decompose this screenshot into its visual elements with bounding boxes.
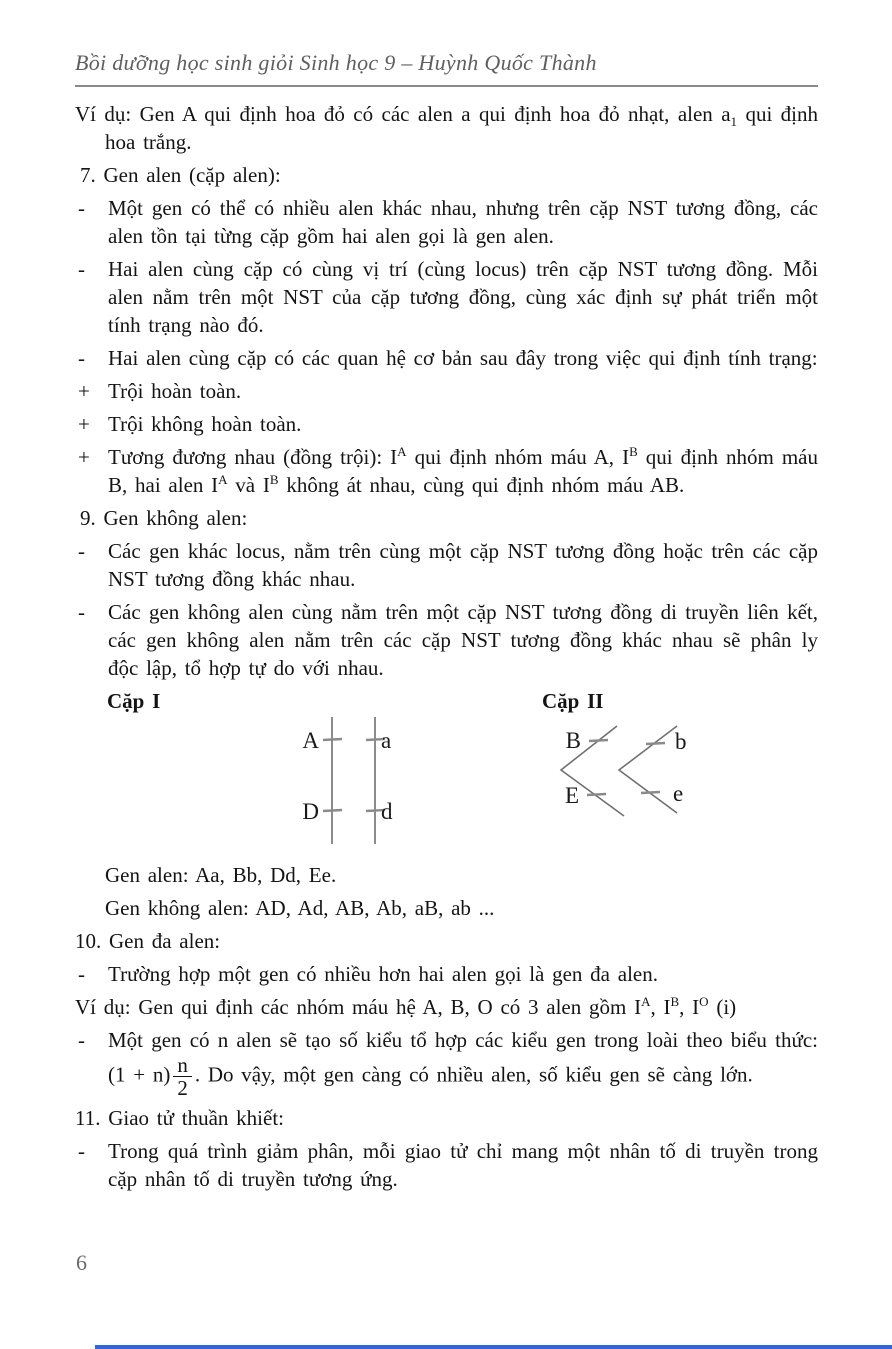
text-segment: qui định nhóm máu B, hai alen I (108, 445, 818, 497)
superscript-allele: A (397, 444, 407, 459)
bottom-accent-bar (95, 1345, 892, 1349)
text-segment: Một gen có n alen sẽ tạo số kiểu tổ hợp các kiểu gen trong loài theo biểu thức: (1 + n) (108, 1028, 818, 1087)
text-segment: Ví dụ: Gen A qui định hoa đỏ có các alen a qui định hoa đỏ nhạt, alen a (75, 102, 731, 126)
page-header (75, 50, 818, 87)
text-segment: qui định nhóm máu A, I (406, 445, 630, 469)
fraction-denominator: 2 (173, 1076, 192, 1099)
bullet-text: Trường hợp một gen có nhiều hơn hai alen gọi là gen đa alen. (108, 962, 658, 986)
chromosome-pairs-diagram (75, 714, 818, 854)
text-segment: Tương đương nhau (đồng trội): I (108, 445, 398, 469)
paragraph-example-flower (75, 100, 818, 156)
text-segment: , I (679, 995, 700, 1019)
locus-tick (587, 794, 606, 795)
item-title: Gen alen (cặp alen): (103, 163, 281, 187)
line-gen-khong-alen-examples: Gen không alen: AD, Ad, AB, Ab, aB, ab ... (105, 896, 495, 920)
bullet-text: Trội không hoàn toàn. (108, 412, 302, 436)
text-segment: . Do vậy, một gen càng có nhiều alen, số kiểu gen sẽ càng lớn. (194, 1062, 753, 1087)
bullet-text: Hai alen cùng cặp có cùng vị trí (cùng locus) trên cặp NST tương đồng. Mỗi alen nằm trên một NST của cặp tương đồng, cùng xác định sự phát triển một tính trạng nào đó. (108, 257, 818, 337)
bullet-gen-alen-definition (75, 194, 818, 250)
text-segment: , I (650, 995, 671, 1019)
allele-label-A: A (302, 728, 319, 753)
bullet-multi-allele-definition (75, 960, 818, 988)
allele-label-a: a (381, 728, 392, 753)
dash-marker: - (78, 1028, 85, 1052)
bullet-text: Các gen khác locus, nằm trên cùng một cặp NST tương đồng hoặc trên các cặp NST tương đồng khác nhau. (108, 539, 818, 591)
dash-marker: - (78, 346, 85, 370)
allele-label-E: E (564, 783, 579, 808)
locus-tick (589, 740, 608, 741)
superscript-allele: A (641, 994, 651, 1009)
item-title: Giao tử thuần khiết: (108, 1106, 285, 1131)
dash-marker: - (78, 1139, 85, 1164)
plus-marker: + (78, 379, 90, 403)
bullet-text: Trong quá trình giảm phân, mỗi giao tử chỉ mang một nhân tố di truyền trong cặp nhân tố di truyền tương ứng. (108, 1139, 818, 1192)
line-gen-alen-examples: Gen alen: Aa, Bb, Dd, Ee. (105, 863, 337, 887)
fraction-n-over-2 (173, 1054, 192, 1099)
locus-tick (323, 739, 342, 740)
subscript-allele: 1 (730, 114, 738, 130)
text-segment: (i) (708, 995, 737, 1019)
plus-item-incomplete-dominance (75, 410, 818, 438)
running-head-title: Bồi dưỡng học sinh giỏi Sinh học 9 – Huỳnh Quốc Thành (75, 50, 597, 75)
text-segment: qui định hoa trắng. (105, 102, 819, 154)
allele-label-d: d (381, 799, 393, 824)
chromosome-chevron (619, 726, 677, 813)
item-number: 9. (80, 506, 96, 530)
allele-label-e: e (673, 781, 684, 806)
item-title: Gen không alen: (103, 506, 248, 530)
locus-tick (641, 792, 660, 793)
locus-tick (646, 743, 665, 744)
bullet-different-locus (75, 537, 818, 593)
superscript-allele: A (218, 472, 228, 487)
dash-marker: - (78, 539, 85, 563)
superscript-allele: B (629, 444, 638, 459)
allele-label-b: b (675, 729, 687, 754)
bullet-linked-inheritance (75, 598, 818, 682)
bullet-pure-gamete (75, 1137, 818, 1193)
allele-label-D: D (302, 799, 319, 824)
bullet-text: Một gen có thể có nhiều alen khác nhau, nhưng trên cặp NST tương đồng, các alen tồn tại từng cặp gồm hai alen gọi là gen alen. (108, 196, 818, 248)
text-segment: không át nhau, cùng qui định nhóm máu AB. (278, 473, 685, 497)
dash-marker: - (78, 962, 85, 986)
superscript-allele: B (269, 472, 279, 487)
text-segment: và I (227, 473, 270, 497)
heading-item-10 (75, 927, 818, 955)
bullet-text: Trội hoàn toàn. (108, 379, 242, 403)
pair-1-label: Cặp I (107, 689, 161, 713)
bullet-allele-relations (75, 344, 818, 372)
chromosome-pairs-figure (75, 687, 818, 857)
dash-marker: - (78, 600, 85, 624)
superscript-allele: O (699, 994, 709, 1009)
paragraph-example-blood-groups (75, 993, 818, 1021)
bullet-genotype-formula (75, 1026, 818, 1099)
item-number: 11. (75, 1106, 101, 1131)
page-content (75, 100, 818, 1198)
plus-marker: + (78, 445, 90, 469)
item-title: Gen đa alen: (109, 929, 221, 953)
locus-tick (323, 810, 342, 811)
bullet-text: Hai alen cùng cặp có các quan hệ cơ bản sau đây trong việc qui định tính trạng: (108, 346, 818, 370)
fraction-numerator: n (177, 1053, 188, 1077)
pair-2-label: Cặp II (542, 689, 604, 713)
dash-marker: - (78, 196, 85, 220)
item-number: 10. (75, 929, 102, 953)
bullet-text: Các gen không alen cùng nằm trên một cặp NST tương đồng di truyền liên kết, các gen không alen nằm trên các cặp NST tương đồng khác nhau sẽ phân ly độc lập, tổ hợp tự do với nhau. (108, 600, 818, 680)
bullet-locus-definition (75, 255, 818, 339)
plus-marker: + (78, 412, 90, 436)
heading-item-7 (75, 161, 818, 189)
page-number: 6 (76, 1250, 87, 1275)
item-number: 7. (80, 163, 96, 187)
heading-item-9 (75, 504, 818, 532)
dash-marker: - (78, 257, 85, 281)
superscript-allele: B (670, 994, 680, 1009)
plus-item-complete-dominance (75, 377, 818, 405)
allele-label-B: B (565, 728, 581, 753)
plus-item-codominance (75, 443, 818, 499)
text-segment: Ví dụ: Gen qui định các nhóm máu hệ A, B, O có 3 alen gồm I (75, 995, 642, 1019)
heading-item-11 (75, 1104, 818, 1132)
